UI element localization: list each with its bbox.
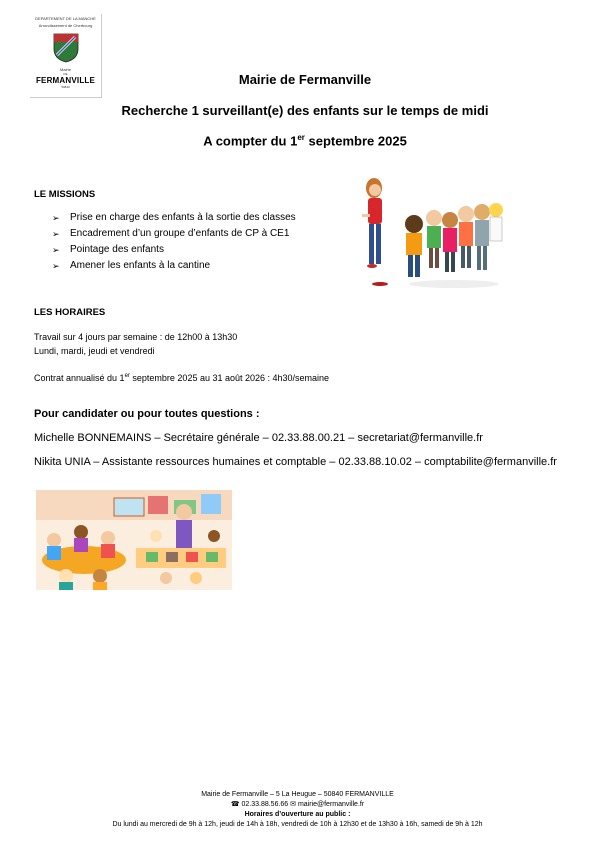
- list-item: ➢ Prise en charge des enfants à la sortie des classes: [52, 210, 296, 226]
- town-logo: [30, 14, 102, 98]
- logo-name: FERMANVILLE: [35, 76, 96, 85]
- logo-small: 50840: [61, 85, 70, 89]
- contact-hr: Nikita UNIA – Assistante ressources humaines et comptable – 02.33.88.10.02 – comptabilite@fermanville.fr: [34, 456, 557, 468]
- missions-list: [52, 210, 296, 274]
- list-item: ➢ Pointage des enfants: [52, 242, 296, 258]
- missions-heading: LE MISSIONS: [34, 189, 96, 200]
- start-date: A compter du 1er septembre 2025: [203, 133, 407, 149]
- work-days-text: Travail sur 4 jours par semaine : de 12h00 à 13h30: [34, 332, 238, 342]
- teacher-children-illustration: [354, 174, 504, 294]
- apply-heading: Pour candidater ou pour toutes questions :: [34, 408, 260, 420]
- footer-hours: Du lundi au mercredi de 9h à 12h, jeudi de 14h à 18h, vendredi de 10h à 12h30 et de 13h30 à 16h, samedi de 9h à 12h: [112, 821, 483, 828]
- footer-address: Mairie de Fermanville – 5 La Heugue – 50840 FERMANVILLE: [201, 791, 394, 798]
- logo-de: DE: [63, 72, 68, 76]
- logo-arrondissement: Arrondissement de Cherbourg: [38, 23, 93, 28]
- logo-department: DEPARTEMENT DE LA MANCHE: [35, 16, 96, 21]
- coat-of-arms-icon: [53, 33, 79, 63]
- weekdays-text: Lundi, mardi, jeudi et vendredi: [34, 346, 155, 356]
- footer-contact: ☎ 02.33.88.56.66 ✉ mairie@fermanville.fr: [230, 801, 365, 808]
- canteen-illustration: [36, 490, 232, 590]
- contract-text: Contrat annualisé du 1er septembre 2025 au 31 août 2026 : 4h30/semaine: [34, 373, 330, 383]
- logo-mairie: Mairie: [60, 67, 71, 72]
- footer-hours-title: Horaires d’ouverture au public :: [244, 811, 351, 818]
- list-item: ➢ Amener les enfants à la cantine: [52, 258, 296, 274]
- arrow-bullet-icon: ➢: [52, 213, 60, 223]
- arrow-bullet-icon: ➢: [52, 229, 60, 239]
- job-title: Recherche 1 surveillant(e) des enfants sur le temps de midi: [121, 103, 489, 118]
- arrow-bullet-icon: ➢: [52, 245, 60, 255]
- horaires-heading: LES HORAIRES: [34, 307, 106, 318]
- list-item: ➢ Encadrement d’un groupe d’enfants de CP à CE1: [52, 226, 296, 242]
- page-title: Mairie de Fermanville: [238, 72, 372, 87]
- contact-secretary: Michelle BONNEMAINS – Secrétaire générale – 02.33.88.00.21 – secretariat@fermanville.fr: [34, 432, 483, 444]
- arrow-bullet-icon: ➢: [52, 261, 60, 271]
